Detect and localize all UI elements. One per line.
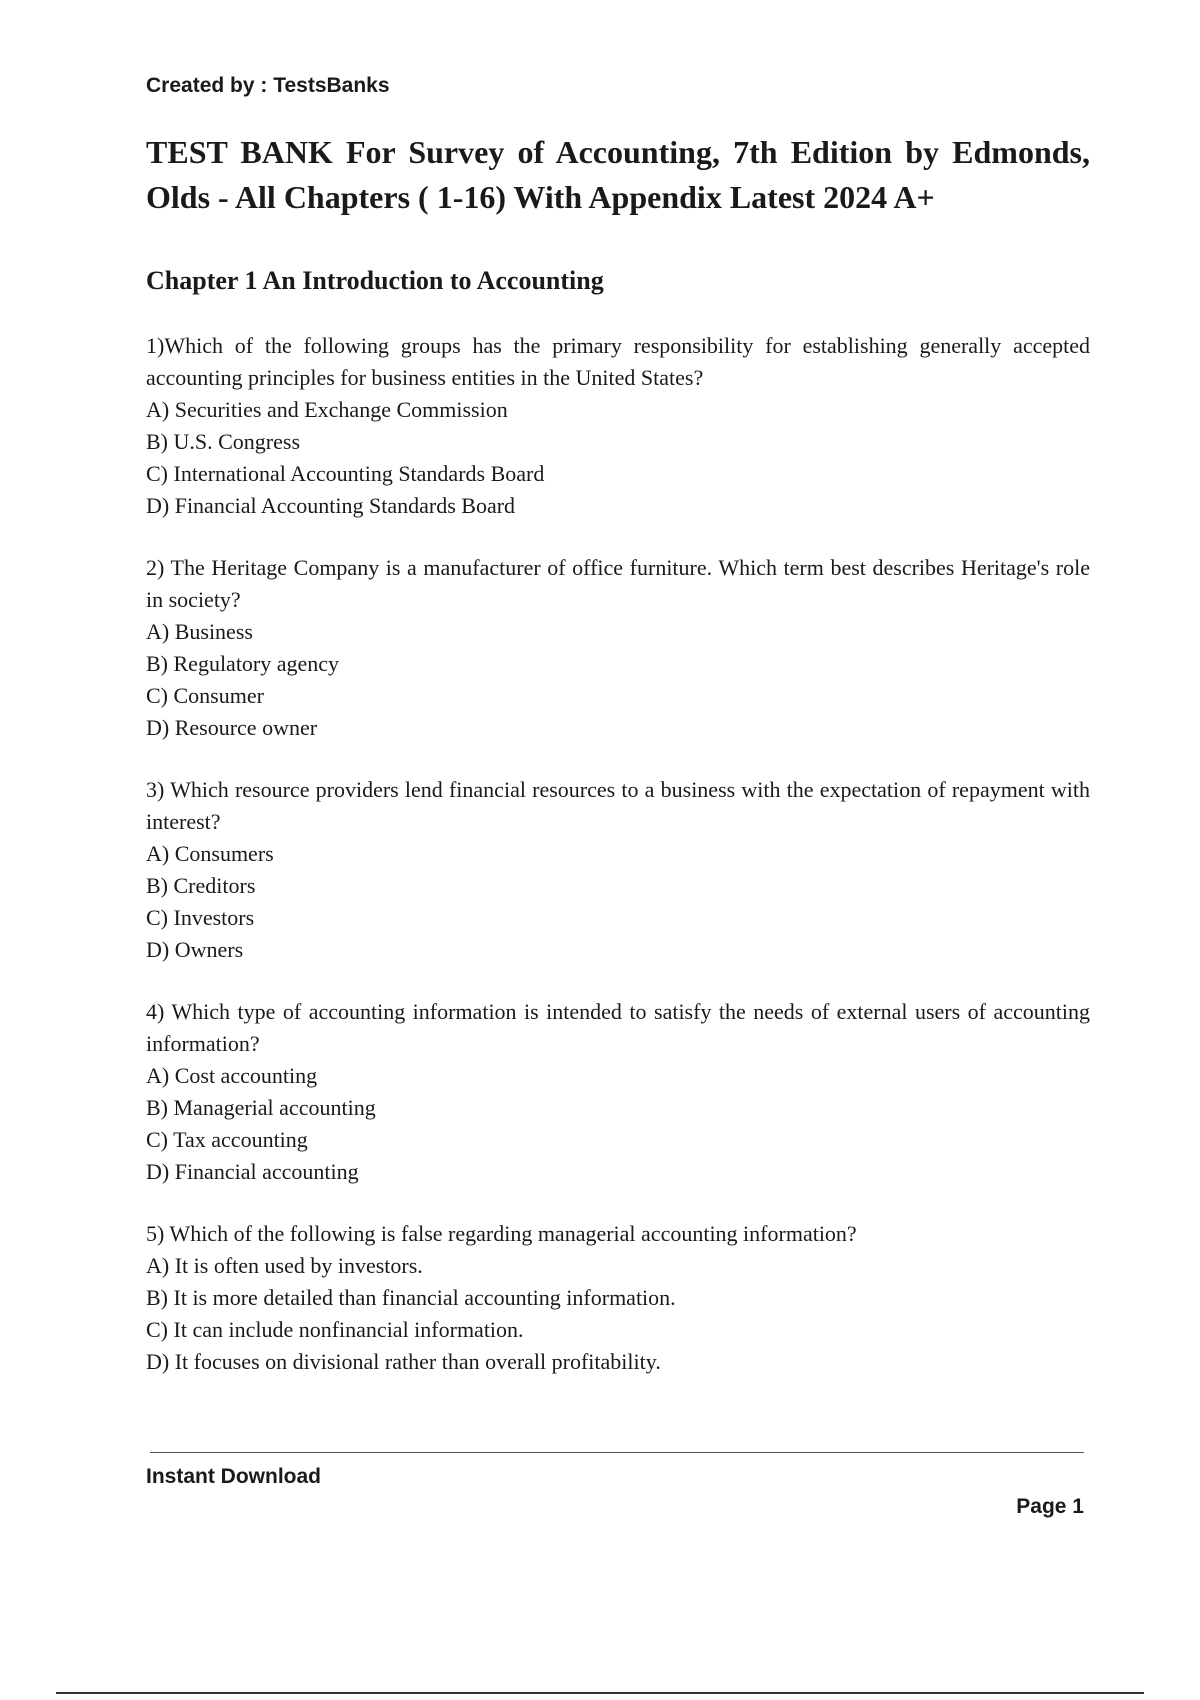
question-item bbox=[146, 330, 1090, 522]
question-text: 3) Which resource providers lend financial resources to a business with the expectation of repayment with interest? bbox=[146, 777, 1090, 834]
created-by-label: Created by : TestsBanks bbox=[146, 74, 390, 97]
question-text: 2) The Heritage Company is a manufacturer of office furniture. Which term best describes Heritage's role in society? bbox=[146, 555, 1090, 612]
answer-option: C) Tax accounting bbox=[146, 1127, 308, 1152]
document-title: TEST BANK For Survey of Accounting, 7th Edition by Edmonds, Olds - All Chapters ( 1-16) With Appendix Latest 2024 A+ bbox=[146, 134, 1090, 215]
question-text: 5) Which of the following is false regarding managerial accounting information? bbox=[146, 1221, 857, 1246]
question-list bbox=[146, 330, 1090, 1378]
answer-option: B) It is more detailed than financial accounting information. bbox=[146, 1285, 676, 1310]
page-bottom-divider bbox=[56, 1692, 1144, 1694]
answer-option: B) Managerial accounting bbox=[146, 1095, 376, 1120]
answer-option: C) International Accounting Standards Board bbox=[146, 461, 545, 486]
page-number: Page 1 bbox=[1016, 1495, 1084, 1518]
question-text: 4) Which type of accounting information is intended to satisfy the needs of external users of accounting information? bbox=[146, 999, 1090, 1056]
question-item bbox=[146, 996, 1090, 1188]
footer-divider bbox=[150, 1452, 1084, 1453]
document-page bbox=[146, 72, 1090, 1408]
answer-option: D) Resource owner bbox=[146, 715, 318, 740]
answer-option: A) Business bbox=[146, 619, 253, 644]
answer-option: D) Financial accounting bbox=[146, 1159, 359, 1184]
question-text: 1)Which of the following groups has the primary responsibility for establishing generally accepted accounting principles for business entities in the United States? bbox=[146, 333, 1090, 390]
answer-option: A) Consumers bbox=[146, 841, 274, 866]
chapter-heading: Chapter 1 An Introduction to Accounting bbox=[146, 266, 604, 295]
answer-option: A) It is often used by investors. bbox=[146, 1253, 423, 1278]
answer-option: C) Investors bbox=[146, 905, 255, 930]
answer-option: D) Financial Accounting Standards Board bbox=[146, 493, 516, 518]
instant-download-label: Instant Download bbox=[146, 1465, 321, 1488]
answer-option: D) Owners bbox=[146, 937, 244, 962]
answer-option: A) Securities and Exchange Commission bbox=[146, 397, 508, 422]
question-item bbox=[146, 552, 1090, 744]
answer-option: C) Consumer bbox=[146, 683, 264, 708]
answer-option: C) It can include nonfinancial information. bbox=[146, 1317, 524, 1342]
question-item bbox=[146, 774, 1090, 966]
answer-option: D) It focuses on divisional rather than overall profitability. bbox=[146, 1349, 661, 1374]
answer-option: B) U.S. Congress bbox=[146, 429, 301, 454]
page-footer bbox=[146, 1452, 1084, 1521]
question-item bbox=[146, 1218, 1090, 1378]
answer-option: B) Creditors bbox=[146, 873, 256, 898]
answer-option: A) Cost accounting bbox=[146, 1063, 318, 1088]
answer-option: B) Regulatory agency bbox=[146, 651, 340, 676]
